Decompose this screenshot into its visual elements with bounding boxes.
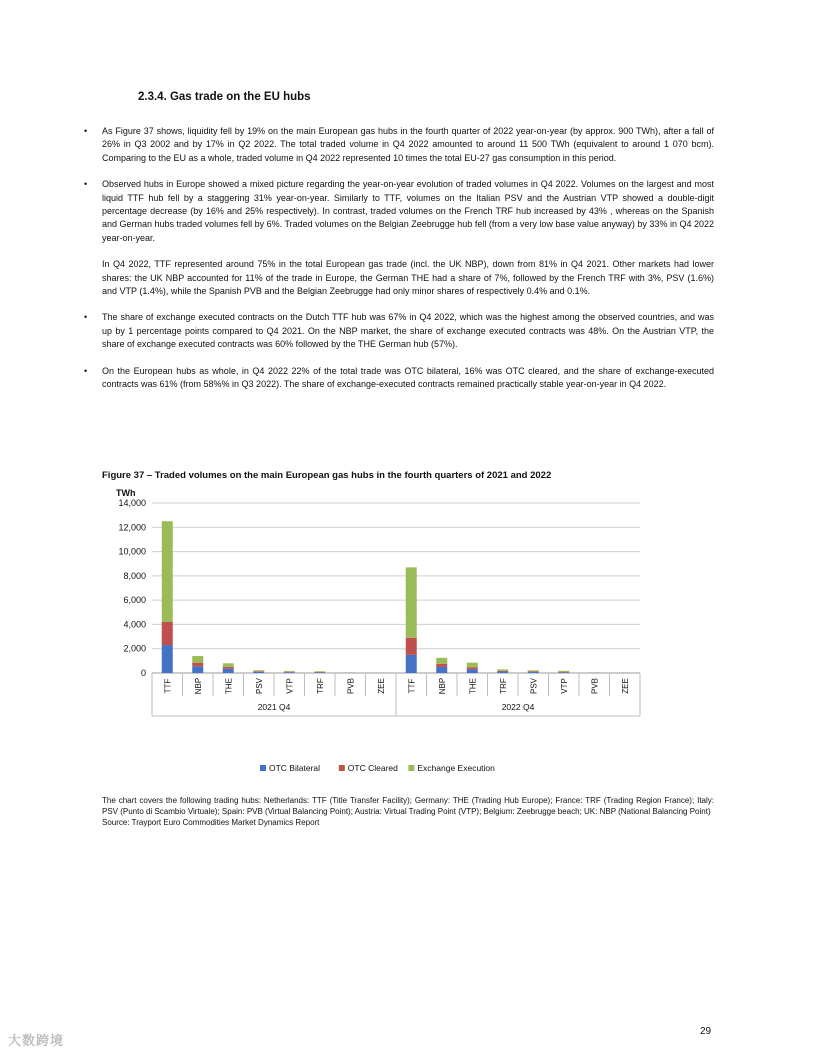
bar-otc-cleared xyxy=(253,671,264,672)
x-tick-label: PVB xyxy=(346,677,356,695)
bar-otc-bilateral xyxy=(192,666,203,673)
section-heading: 2.3.4. Gas trade on the EU hubs xyxy=(138,91,311,103)
bar-exchange-execution xyxy=(467,663,478,668)
legend-label: OTC Cleared xyxy=(347,763,398,773)
bar-exchange-execution xyxy=(528,670,539,671)
bullet-dot-icon: • xyxy=(84,126,88,136)
bar-otc-cleared xyxy=(223,667,234,669)
group-label: 2022 Q4 xyxy=(501,702,535,712)
bar-exchange-execution xyxy=(558,671,569,672)
bar-otc-bilateral xyxy=(162,645,173,673)
bar-otc-bilateral xyxy=(314,672,325,673)
bar-otc-bilateral xyxy=(284,672,295,673)
x-tick-label: TTF xyxy=(407,678,417,694)
x-tick-label: TRF xyxy=(315,678,325,694)
x-tick-label: THE xyxy=(468,678,478,694)
y-tick-label: 8,000 xyxy=(123,570,146,581)
legend-swatch xyxy=(408,765,414,771)
traded-volumes-chart xyxy=(100,484,660,784)
figure-notes xyxy=(102,795,714,828)
bar-otc-bilateral xyxy=(253,672,264,673)
bar-otc-bilateral xyxy=(436,667,447,673)
bar-otc-bilateral xyxy=(223,669,234,673)
figure-title: Figure 37 – Traded volumes on the main European gas hubs in the fourth quarters of 2021 and 2022 xyxy=(102,470,552,481)
bullet-dot-icon: • xyxy=(84,179,88,190)
x-tick-label: PVB xyxy=(590,677,600,695)
bar-exchange-execution xyxy=(436,658,447,664)
x-tick-label: NBP xyxy=(193,677,203,695)
bar-exchange-execution xyxy=(314,671,325,672)
legend-swatch xyxy=(260,765,266,771)
bar-otc-bilateral xyxy=(497,672,508,673)
bullet-paragraph: In Q4 2022, TTF represented around 75% in the total European gas trade (incl. the UK NBP), down from 81% in Q4 2021. Other markets had lower shares: the UK NBP accounted for 11% of the trade in Europe, the German THE had a share of 7%, followed by the French TRF with 3%, PSV (1.6%) and VTP (1.4%), while the Spanish PVB and the Belgian Zeebrugge had only minor shares of respectively 0.4% and 0.1%. xyxy=(102,259,714,297)
bullet-paragraph: On the European hubs as whole, in Q4 2022 22% of the total trade was OTC bilateral, 16% was OTC cleared, and the share of exchange-executed contracts was 61% (from 58%% in Q3 2022). The share of exchange-executed contracts remained practically stable year-on-year in Q4 2022. xyxy=(102,365,714,390)
x-tick-label: PSV xyxy=(529,677,539,695)
legend-swatch xyxy=(339,765,345,771)
y-tick-label: 4,000 xyxy=(123,619,146,630)
source-note: Source: Trayport Euro Commodities Market Dynamics Report xyxy=(102,818,320,827)
bar-otc-cleared xyxy=(436,664,447,667)
y-tick-label: 2,000 xyxy=(123,643,146,654)
bar-exchange-execution xyxy=(253,670,264,671)
legend-label: Exchange Execution xyxy=(417,763,495,773)
bullet-dot-icon: • xyxy=(84,312,88,323)
bar-otc-cleared xyxy=(192,663,203,667)
bar-exchange-execution xyxy=(223,663,234,667)
bar-otc-cleared xyxy=(528,671,539,672)
x-tick-label: VTP xyxy=(285,678,295,694)
bar-exchange-execution xyxy=(192,656,203,663)
x-tick-label: THE xyxy=(224,678,234,694)
x-tick-label: TRF xyxy=(498,678,508,694)
bar-exchange-execution xyxy=(406,567,417,637)
bar-otc-bilateral xyxy=(558,672,569,673)
y-tick-label: 12,000 xyxy=(118,522,146,533)
bullet-item xyxy=(84,365,714,392)
bar-exchange-execution xyxy=(284,671,295,672)
bullet-dot-icon: • xyxy=(84,365,88,376)
bar-otc-cleared xyxy=(497,671,508,672)
bar-otc-cleared xyxy=(406,638,417,655)
bullet-item xyxy=(84,125,714,165)
x-tick-label: TTF xyxy=(163,678,173,694)
page-number: 29 xyxy=(700,1026,712,1037)
x-tick-label: ZEE xyxy=(620,678,630,694)
y-tick-label: 10,000 xyxy=(118,546,146,557)
bullet-paragraph: Observed hubs in Europe showed a mixed picture regarding the year-on-year evolution of traded volumes in Q4 2022. Volumes on the largest and most liquid TTF hub fell by a staggering 31% year-on-year. Similarly to TTF, volumes on the Italian PSV and the Austrian VTP showed a double-digit percentage decrease (by 16% and 25% respectively). In contrast, traded volumes on the French TRF hub increased by 43% , whereas on the Spanish and German hubs traded volumes fell by 6%. Traded volumes on the Belgian Zeebrugge hub fell (from a very low base value anyway) by 33% in Q4 2022 year-on-year. xyxy=(102,179,714,243)
bar-otc-bilateral xyxy=(406,655,417,673)
x-tick-label: NBP xyxy=(437,677,447,695)
y-tick-label: 0 xyxy=(140,668,146,678)
x-tick-label: VTP xyxy=(559,678,569,694)
bullet-item xyxy=(84,178,714,298)
y-axis-title: TWh xyxy=(116,488,136,498)
bar-otc-cleared xyxy=(162,622,173,645)
watermark-logo: 大数跨境 xyxy=(8,1033,65,1048)
bar-otc-cleared xyxy=(467,668,478,670)
x-tick-label: PSV xyxy=(254,677,264,695)
bar-otc-bilateral xyxy=(467,669,478,673)
bar-exchange-execution xyxy=(162,521,173,622)
bullet-paragraph: The share of exchange executed contracts on the Dutch TTF hub was 67% in Q4 2022, which was the highest among the observed countries, and was up by 1 percentage points compared to Q4 2021. On the NBP market, the share of exchange executed contracts was 48%. On the Austrian VTP, the share of exchange executed contracts was 60% followed by the THE German hub (57%). xyxy=(102,312,714,350)
group-label: 2021 Q4 xyxy=(257,702,291,712)
bullet-list xyxy=(84,125,714,405)
legend-label: OTC Bilateral xyxy=(269,763,321,773)
bullet-paragraph: As Figure 37 shows, liquidity fell by 19% on the main European gas hubs in the fourth quarter of 2022 year-on-year (by approx. 900 TWh), after a fall of 26% in Q3 2002 and by 17% in Q2 2022. The total traded volume in Q4 2022 amounted to around 11 500 TWh (equivalent to around 1 070 bcm). Comparing to the EU as a whole, traded volume in Q4 2022 represented 10 times the total EU-27 gas consumption in this period. xyxy=(102,126,714,163)
y-tick-label: 6,000 xyxy=(123,595,146,606)
bar-otc-bilateral xyxy=(528,672,539,673)
x-tick-label: ZEE xyxy=(376,678,386,694)
bar-exchange-execution xyxy=(497,669,508,670)
y-tick-label: 14,000 xyxy=(118,498,146,508)
coverage-note: The chart covers the following trading hubs: Netherlands: TTF (Title Transfer Facility); Germany: THE (Trading Hub Europe); France: TRF (Trading Region France); Italy: PSV (Punto di Scambio Virtuale); Spain: PVB (Virtual Balancing Point); Austria: Virtual Trading Point (VTP); Belgium: Zeebrugge beach; UK: NBP (National Balancing Point) xyxy=(102,796,714,816)
bullet-item xyxy=(84,311,714,351)
